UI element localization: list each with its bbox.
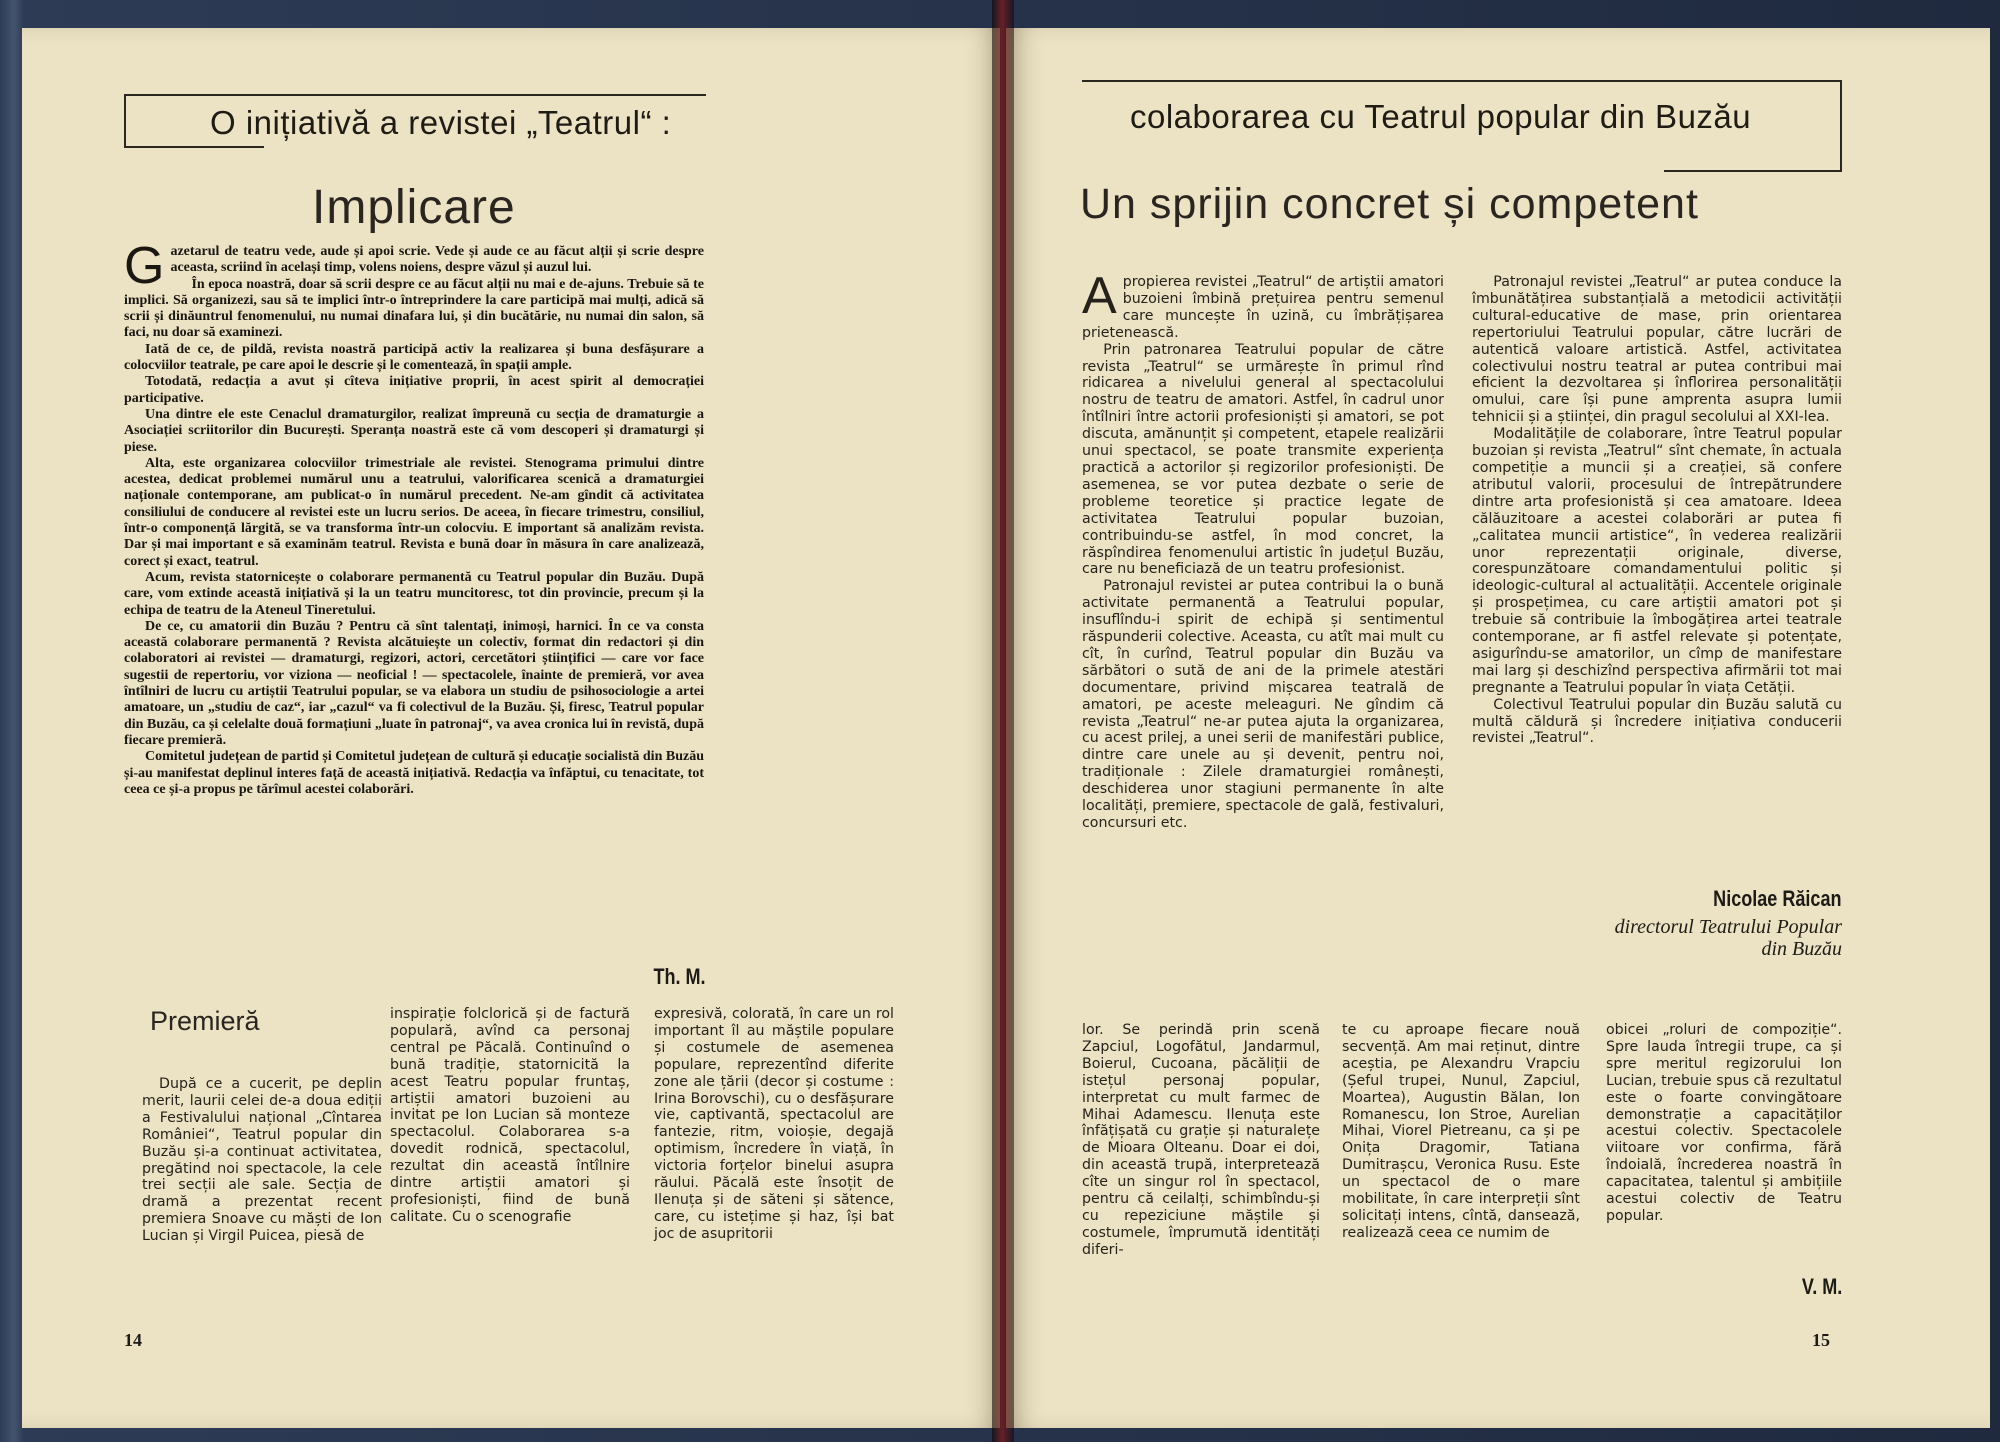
signature-title: directorul Teatrului Popular din Buzău <box>1614 916 1842 960</box>
left-page-number: 14 <box>124 1330 142 1350</box>
kicker-top-rule <box>124 94 706 96</box>
kicker-left-rule <box>124 94 126 148</box>
kicker-bottom-rule <box>124 146 264 148</box>
kicker-top-rule-right <box>1082 80 1842 82</box>
premiere-column-3: expresivă, colorată, în care un rol important îl au măștile populare și costumele de asemenea populare, reprezentînd diferite zone ale țării (decor și costume : Irina Borovschi), cu o desfășurare vie, captivantă, spectacolul are fantezie, ritm, voioșie, degajă optimism, încredere în viață, în victoria forțelor binelui asupra răului. Păcală este însoțit de Ilenuța și de săteni și sătence, care, cu istețime și haz, își bat joc de asupritorii <box>654 1006 894 1242</box>
right-page <box>1006 28 1990 1428</box>
premiere-heading: Premieră <box>150 1006 260 1036</box>
right-paragraph: Patronajul revistei „Teatrul“ ar putea conduce la îmbunătățirea substanțială a metodicii activității cultural-educative de mase, prin orientarea repertoriului Teatrului popular, către lucrări de autentică valoare artistică. Astfel, activitatea colectivului nostru teatral ar putea contribui mai eficient la dezvoltarea și înflorirea personalității omului, care își pune amprenta asupra lumii tehnicii și a științei, din pragul secolului al XXI-lea. <box>1472 274 1842 426</box>
right-dropcap: A <box>1082 267 1117 325</box>
right-kicker: colaborarea cu Teatrul popular din Buzău <box>1130 98 1752 135</box>
signature-name: Nicolae Răican <box>1713 886 1842 911</box>
left-title: Implicare <box>312 181 516 234</box>
premiere-column-1: După ce a cucerit, pe deplin merit, laurii celei de-a doua ediții a Festivalului național „Cîntarea României“, Teatrul popular din Buzău și-a continuat activitatea, pregătind noi spectacole, la cele trei secții ale sale. Secția de dramă a prezentat recent premiera Snoave cu măști de Ion Lucian și Virgil Puicea, piesă de <box>142 1076 382 1245</box>
left-dropcap: G <box>124 237 165 295</box>
right-paragraph: Colectivul Teatrului popular din Buzău salută cu multă căldură și încredere inițiativa conducerii revistei „Teatrul“. <box>1472 696 1842 747</box>
left-paragraph: Iată de ce, de pildă, revista noastră participă activ la realizarea și buna desfășurare a colocviilor teatrale, pe care apoi le descrie și le comentează, în spații ample. <box>124 341 704 374</box>
lower-column-1: lor. Se perindă prin scenă Zapciul, Logofătul, Jandarmul, Boierul, Cucoana, păcăliții de istețul personaj popular, interpretat cu mult farmec de Mihai Adamescu. Ilenuța este înfățișată cu grație și naturalețe de Mioara Olteanu. Doar ei doi, din această trupă, interpretează cîte un singur rol în spectacol, pentru că ceilalți, schimbîndu-și cu repeziciune măștile și costumele, împrumută identități diferi- <box>1082 1022 1320 1258</box>
left-paragraph: Totodată, redacția a avut și cîteva inițiative proprii, în acest spirit al democrației participative. <box>124 374 704 406</box>
left-article-body <box>124 237 704 798</box>
left-kicker: O inițiativă a revistei „Teatrul“ : <box>210 104 672 141</box>
left-paragraph: De ce, cu amatorii din Buzău ? Pentru că sînt talentați, inimoși, harnici. În ce va consta această colaborare permanentă ? Revista alcătuiește un colectiv, format din redactori și din colaboratori ai revistei — dramaturgi, regizori, actori, cercetători științifici — care vor face sugestii de repertoriu, vor viziona — neoficial ! — spectacolele, înainte de premieră, vor avea întîlniri de lucru cu artiștii Teatrului popular, se va elabora un studiu de psihosociologie a artei amatoare, un „studiu de caz“, iar „cazul“ va fi colectivul de la Buzău. Și, firesc, Teatrul popular din Buzău, ca și celelalte două formațiuni „luate în patronaj“, va avea cronica lui în revistă, după fiecare premieră. <box>124 618 704 748</box>
right-article-column-2 <box>1472 274 1842 747</box>
left-paragraph: Comitetul județean de partid și Comitetul județean de cultură și educație socialistă din Buzău și-au manifestat deplinul interes față de această inițiativă. Redacția va înfăptui, cu tenacitate, tot ceea ce și-a propus pe tărîmul acestei colaborări. <box>124 749 704 797</box>
left-paragraph: azetarul de teatru vede, aude și apoi scrie. Vede și aude ce au făcut alții și scrie despre aceasta, scriind în același timp, volens noiens, despre văzul și auzul lui. <box>170 244 704 276</box>
right-paragraph: Prin patronarea Teatrului popular de către revista „Teatrul“ se urmărește în primul rînd ridicarea a nivelului general al spectacolului nostru de teatru de amatori. Astfel, în cadrul unor întîlniri între actorii profesioniști și amatori, se pot discuta, amănunțit și competent, etapele realizării unui spectacol, se poate transmite experiența practică a actorilor și regizorilor profesioniști. De asemenea, se vor putea dezbate o serie de probleme teoretice și practice legate de activitatea Teatrului popular buzoian, contribuindu-se astfel, în mod concret, la răspîndirea fenomenului artistic în județul Buzău, care nu beneficiază de un teatru profesionist. <box>1082 341 1444 578</box>
lower-column-3: obicei „roluri de compoziție“. Spre lauda întregii trupe, ca și spre meritul regizorului Ion Lucian, trebuie spus că rezultatul este o foarte convingătoare demonstrație a capacităților acestui colectiv. Spectacolele viitoare vor confirma, fără îndoială, încrederea noastră în capacitatea, talentul și ambițiile acestui colectiv de Teatru popular. <box>1606 1022 1842 1224</box>
right-page-number: 15 <box>1812 1330 1830 1350</box>
lower-signature: V. M. <box>1801 1274 1842 1299</box>
right-title: Un sprijin concret și competent <box>1080 180 1699 228</box>
left-paragraph: Alta, este organizarea colocviilor trimestriale ale revistei. Stenograma primului dintre acestea, dedicat problemei numărul unu a teatrului, valorificarea scenică a dramaturgiei naționale contemporane, am publicat-o în numărul precedent. Ne-am gîndit că activitatea consiliului de conducere al revistei este un lucru serios. De aceea, în fiecare trimestru, consiliul, într-o componență lărgită, se va transforma într-un colocviu. E important să analizăm revista. Dar și mai important e să examinăm teatrul. Revista e bună doar în măsura în care analizează, corect și exact, teatrul. <box>124 455 704 569</box>
right-article-column-1 <box>1082 267 1444 832</box>
kicker-bottom-rule-right <box>1664 170 1842 172</box>
lower-column-2: te cu aproape fiecare nouă secvență. Am mai reținut, dintre aceștia, pe Alexandru Vrapciu (Șeful trupei, Nunul, Zapciul, Moartea), Augustin Bălan, Ion Romanescu, Ion Stroe, Aurelian Mihai, Viorel Pietreanu, ca și pe Onița Dragomir, Tatiana Dumitrașcu, Veronica Rusu. Este un spectacol de o mare mobilitate, în care interpreții sînt solicitați intens, cîntă, dansează, realizează ceea ce numim de <box>1342 1022 1580 1241</box>
book-gutter <box>992 0 1014 1442</box>
right-paragraph: propierea revistei „Teatrul“ de artiștii amatori buzoieni îmbină prețuirea pentru semenul care muncește în uzină, cu îmbrățișarea prietenească. <box>1082 274 1444 341</box>
left-paragraph: Una dintre ele este Cenaclul dramaturgilor, realizat împreună cu secția de dramaturgie a Asociației scriitorilor din București. Speranța noastră este că vom descoperi și dramaturgi și piese. <box>124 406 704 455</box>
left-paragraph: În epoca noastră, doar să scrii despre ce au făcut alții nu mai e de-ajuns. Trebuie să te implici. Să organizezi, sau să te implici într-o întreprindere la care participă mai mulți, adică să scrii și dinăuntrul fenomenului, nu numai dinafara lui, și din bucătărie, nu numai din salon, să faci, nu doar să examinezi. <box>124 276 704 341</box>
left-article-signature: Th. M. <box>653 964 706 989</box>
left-paragraph: Acum, revista statornicește o colaborare permanentă cu Teatrul popular din Buzău. După care, vom extinde această inițiativă și la un teatru muncitoresc, tot din provincie, precum și la echipa de teatru de la Ateneul Tineretului. <box>124 569 704 618</box>
kicker-right-rule <box>1840 80 1842 172</box>
premiere-column-2: inspirație folclorică și de factură populară, avînd ca personaj central pe Păcală. Continuînd o bună tradiție, statornicită la acest Teatru popular fruntaș, artiștii amatori buzoieni au invitat pe Ion Lucian să monteze spectacolul. Colaborarea s-a dovedit rodnică, spectacolul, rezultat din această întîlnire dintre artiștii amatori și profesioniști, fiind de bună calitate. Cu o scenografie <box>390 1006 630 1225</box>
right-paragraph: Patronajul revistei ar putea contribui la o bună activitate permanentă a Teatrului popular, insuflîndu-i spirit de echipă și sentimentul răspunderii colective. Aceasta, cu atît mai mult cu cît, în curînd, Teatrul popular din Buzău va sărbători o sută de ani de la primele atestări documentare, privind mișcarea teatrală de amatori, pe aceste meleaguri. Ne gîndim că revista „Teatrul“ ne-ar putea ajuta la organizarea, cu acest prilej, a unei serii de manifestări publice, dintre care unele au și devenit, pentru noi, tradiționale : Zilele dramaturgiei românești, deschiderea unor stagiuni permanente în alte localități, premiere, spectacole de gală, festivaluri, concursuri etc. <box>1082 578 1444 831</box>
left-page <box>22 28 1000 1428</box>
right-paragraph: Modalitățile de colaborare, între Teatrul popular buzoian și revista „Teatrul“ sînt chemate, în actuala competiție a muncii și a creației, să confere atributul valorii, procesului de întrepătrundere dintre arta profesionistă și cea amatoare. Ideea călăuzitoare a acestei colaborări ar putea fi „calitatea muncii artistice“, în vederea realizării unor reprezentații originale, diverse, corespunzătoare comandamentului politic și ideologic-cultural al actualității. Accentele originale și prospețimea, cu care artiștii amatori pot și trebuie să contribuie la îmbogățirea artei teatrale contemporane, ar fi astfel relevate și potențate, asigurîndu-se amatorilor, un cîmp de manifestare mai larg și deschizînd perspectiva afirmării tot mai pregnante a Teatrului popular în viața Cetății. <box>1472 426 1842 696</box>
